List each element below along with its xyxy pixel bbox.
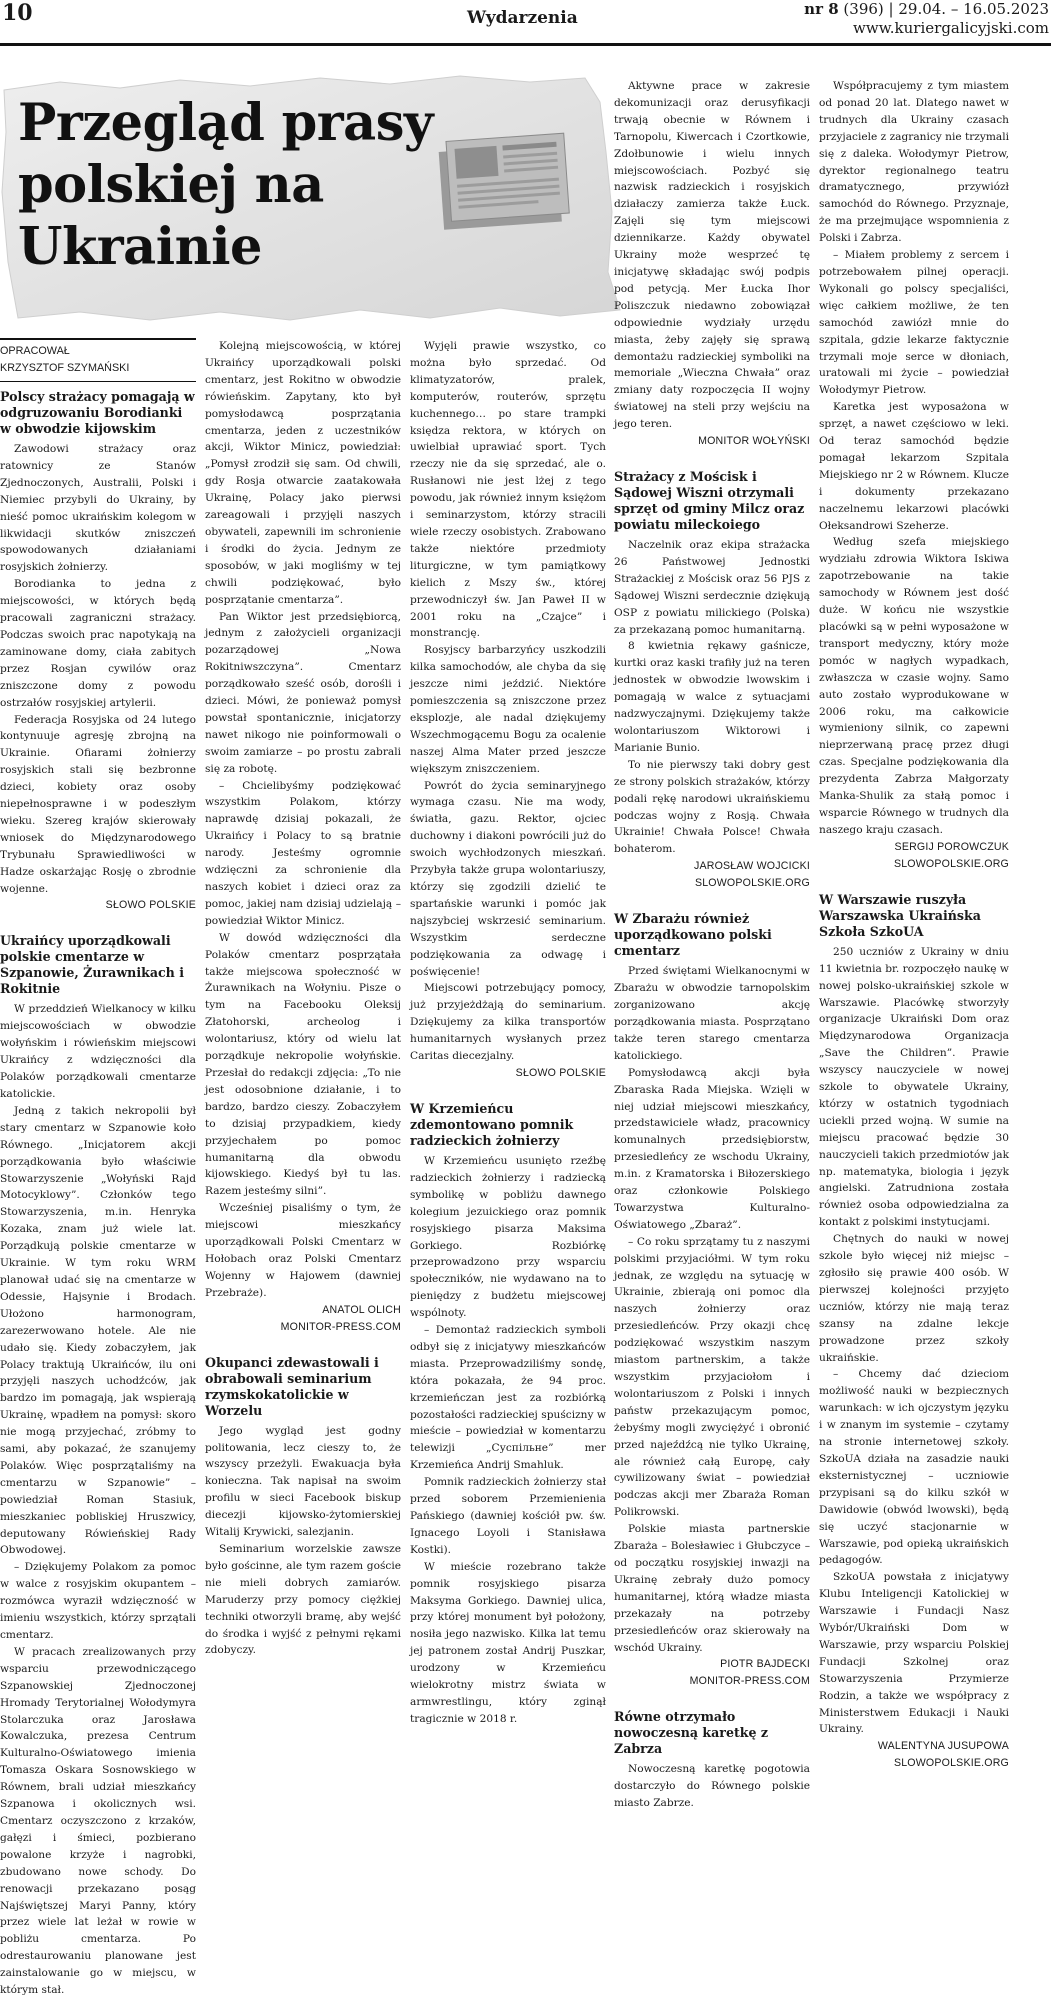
article-source: SŁOWO POLSKIE [105,899,196,912]
article-title: W Krzemieńcu zdemontowano pomnik radzieckich żołnierzy [410,1100,574,1148]
issue-info [804,0,1049,38]
article-source: MONITOR-PRESS.COM [689,1675,810,1688]
header-rule [0,43,1051,46]
credit-block [0,338,196,377]
article-paragraph: Pan Wiktor jest przedsiębiorcą, jednym z założycieli organizacji pozarządowej „Nowa Rokitniwszczyna”. Cmentarz porządkowało sześć osób, dorośli i dzieci. Mówi, że ponieważ pomysł powstał spontanicznie, inicjatorzy nawet nikogo nie poinformowali o swoim zamiarze – po prostu zabrali się za robotę. [205,610,401,775]
article-paragraph: Powrót do życia seminaryjnego wymaga czasu. Nie ma wody, światła, gazu. Rektor, ojciec duchowny i diakoni powrócili już do swoich wychłodzonych mieszkań. Przybyła także grupa wolontariuszy, którzy się zgodzili dzielić te spartańskie warunki i pomóc jak najszybciej wskrzesić seminarium. Wszystkim serdeczne podziękowania za odwagę i poświęcenie! [410,779,606,978]
article-title: Strażacy z Mościsk i Sądowej Wiszni otrzymali sprzęt od gminy Milcz oraz powiatu mileckoiego [614,469,805,533]
article-paragraph: Nowoczesną karetkę pogotowia dostarczyło do Równego polskie miasto Zabrze. [614,1763,810,1810]
article-source: MONITOR-PRESS.COM [280,1320,401,1333]
article-paragraph: To nie pierwszy taki dobry gest ze strony polskich strażaków, którzy podali rękę narodowi ukraińskiemu podczas wojny z Rosją. Chwała Ukrainie! Chwała Polsce! Chwała bohaterom. [614,758,810,856]
article-paragraph: W przeddzień Wielkanocy w kilku miejscowościach w obwodzie wołyńskim i rówieńskim miejscowi Ukraińcy z wdzięczności dla Polaków porządkowali cmentarze katolickie. [0,1003,196,1100]
article-paragraph: Współpracujemy z tym miastem od ponad 20 lat. Dlatego nawet w trudnych dla Ukrainy czasach przyjaciele z zagranicy nie trzymali się z daleka. Wołodymyr Pietrow, dyrektor regionalnego teatru dramatycznego, przywiózł samochód do Równego. Przyznaje, że ma przejmujące wspomnienia z Polski i Zabrza. [819,80,1010,245]
article-title: Okupanci zdewastowali i obrabowali seminarium rzymskokatolickie w Worzelu [205,1354,379,1418]
article-paragraph: Przed świętami Wielkanocnymi w Zbarażu w obwodzie tarnopolskim zorganizowano akcję porządkowania miasta. Posprzątano także teren starego cmentarza katolickiego. [614,965,810,1062]
article-paragraph: Naczelnik oraz ekipa strażacka 26 Państwowej Jednostki Strażackiej z Mościsk oraz 56 PJS z Sądowej Wiszni serdecznie dziękują OSP z powiatu milickiego (Polska) za przekazaną pomoc humanitarną. [614,539,810,636]
credit-divider [0,381,196,382]
article-paragraph: Zawodowi strażacy oraz ratownicy ze Stanów Zjednoczonych, Australii, Polski i Niemiec przybyli do Ukrainy, by nieść pomoc ukraińskim kolegom w likwidacji skutków zniszczeń spowodowanych działaniami rosyjskich żołnierzy. [0,443,196,574]
article-title: Polscy strażacy pomagają w odgruzowaniu Borodianki w obwodzie kijowskim [0,389,195,436]
article-source: SLOWOPOLSKIE.ORG [893,1757,1009,1770]
credit-label: OPRACOWAŁ [0,345,70,357]
article-author: ANATOL OLICH [322,1303,401,1316]
article-source: MONITOR WOŁYŃSKI [698,435,810,448]
article-paragraph: Borodianka to jedna z miejscowości, w których będą pracowali zagraniczni strażacy. Podczas swoich prac napotykają na zaminowane domy, ciała zabitych przez Rosjan cywilów oraz zniszczone domy z powodu ostrzałów rosyjskiej artylerii. [0,578,196,709]
article-paragraph: Pomysłodawcą akcji była Zbaraska Rada Miejska. Wzięli w niej udział miejscowi mieszkańcy, przedstawiciele władz, pracownicy komunalnych przedsiębiorstw, przesiedleńcy ze wschodu Ukrainy, m.in. z Kramatorska i Biłozerskiego oraz członkowie Polskiego Towarzystwa Kulturalno-Oświatowego „Zbaraż”. [614,1066,810,1231]
article-paragraph: Chętnych do nauki w nowej szkole było więcej niż miejsc – zgłosiło się prawie 400 osób. W pierwszej kolejności przyjęto uczniów, którzy nie mają teraz szansy na zdalne lekcje prowadzone przez szkoły ukraińskie. [819,1233,1009,1364]
article-paragraph: 8 kwietnia rękawy gaśnicze, kurtki oraz kaski trafiły już na teren jednostek w obwodzie lwowskim i pomagają w walce z sytuacjami nadzwyczajnymi. Dziękujemy także wolontariuszom Wiktorowi i Marianie Bunio. [614,640,810,754]
article-paragraph: – Demontaż radzieckich symboli odbył się z inicjatywy mieszkańców miasta. Przeprowadziliśmy sondę, która pokazała, że 94 proc. krzemieńczan jest za rozbiórką pozostałości radzieckiej spuścizny w mieście – powiedział w komentarzu telewizji „Суспільне” mer Krzemieńca Andrij Smahluk. [410,1324,606,1472]
issue-total: (396) [843,0,884,18]
article-paragraph: – Chcielibyśmy podziękować wszystkim Polakom, którzy naprawdę dzisiaj pokazali, że Ukraińcy i Polacy to są bratnie narody. Jesteśmy ogromnie wdzięczni za schronienie dla naszych kobiet i dzieci oraz za pomoc, jakiej nam dzisiaj udzielają – powiedział Wiktor Minicz. [205,779,401,927]
article-paragraph: Wcześniej pisaliśmy o tym, że miejscowi mieszkańcy uporządkowali Polski Cmentarz w Hołobach oraz Polski Cmentarz Wojenny w Hajowem (dawniej Przebraże). [205,1202,401,1299]
article-title: Ukraińcy uporządkowali polskie cmentarze w Szpanowie, Żurawnikach i Rokitnie [0,933,184,997]
article-author: SERGIJ POROWCZUK [894,840,1009,853]
column-3 [410,338,606,1728]
newspaper-icon [438,133,570,230]
section-title: Wydarzenia [467,8,578,28]
article-paragraph: Federacja Rosyjska od 24 lutego kontynuuje agresję zbrojną na Ukrainie. Ofiarami żołnierzy rosyjskich stali się bezbronne dzieci, kobiety oraz osoby niepełnosprawne i w podeszłym wieku. Szereg krajów skierowały wniosek do Międzynarodowego Trybunału Sprawiedliwości w Hadze oskarżając Rosję o zbrodnie wojenne. [0,713,196,895]
page-number: 10 [2,0,33,26]
issue-number: nr 8 [804,0,839,18]
article-paragraph: Kolejną miejscowością, w której Ukraińcy uporządkowali polski cmentarz, jest Rokitno w obwodzie rówieńskim. Zapytany, kto był pomysłodawcą posprzątania cmentarza, jeden z uczestników akcji, Wiktor Minicz, powiedział: „Pomysł zrodził się sam. Od chwili, gdy Rosja otwarcie zaatakowała Ukrainę, Polacy jako pierwsi zareagowali i przyjęli naszych obywateli, zapewnili im schronienie i środki do życia. Jednym ze sposobów, w jaki mogliśmy w tej chwili podziękować, było posprzątanie cmentarza”. [205,340,401,606]
article-paragraph: Aktywne prace w zakresie dekomunizacji oraz derusyfikacji trwają obecnie w Równem i Tarnopolu, Kiwercach i Czortkowie, Zdołbunowie i wielu innych miejscowościach. Pozbyć się nazwisk radzieckich i rosyjskich działaczy zamierza także Łuck. Zajęli się tym miejscowi dziennikarze. Każdy obywatel Ukrainy może wesprzeć tę inicjatywę składając swój podpis pod petycją. Mer Łucka Ihor Poliszczuk niedawno zobowiązał odpowiednie wydziały urzędu miasta, żeby zajęły się sprawą demontażu radzieckiej symboliki na memoriale „Wieczna Chwała” oraz zmiany daty rozpoczęcia II wojny światowej na steli przy wejściu na jego teren. [614,80,810,431]
article-paragraph: W Krzemieńcu usunięto rzeźbę radzieckich żołnierzy i radziecką symbolikę w pobliżu dawnego kolegium jezuickiego oraz pomnik rosyjskiego pisarza Maksima Gorkiego. Rozbiórkę przeprowadzono przy wsparciu społeczników, nie wydawano na to pieniędzy z budżetu miejscowej wspólnoty. [410,1154,606,1320]
article-paragraph: Wyjęli prawie wszystko, co można było sprzedać. Od klimatyzatorów, pralek, komputerów, routerów, sprzętu kuchennego… po stare trampki księdza rektora, w których on uwielbiał uprawiać sport. Tych rzeczy nie da się sprzedać, ale o. Rusłanowi nie jest lżej z tego powodu, jak również innym księżom i seminarzystom, którzy stracili wiele rzeczy osobistych. Zrabowano także niektóre przedmioty liturgiczne, w tym pamiątkowy kielich z Mszy św., której przewodniczył św. Jan Paweł II w 2001 roku na „Czajce” i monstrancję. [410,340,606,640]
article-paragraph: W dowód wdzięczności dla Polaków cmentarz posprzątała także miejscowa społeczność w Żurawnikach na Wołyniu. Pisze o tym na Facebooku Oleksij Złatohorski, archeolog i wolontariusz, który od wielu lat porządkuje nekropolie wołyńskie. Przesłał do redakcji zdjęcia: „To nie jest odosobnione działanie, i to bardzo, bardzo cieszy. Zobaczyłem to dzisiaj przypadkiem, kiedy przyjechałem po pomoc humanitarną dla obwodu kijowskiego. Kiedyś był tu las. Razem jesteśmy silni”. [205,931,401,1198]
column-5 [819,78,1009,1772]
article-paragraph: Karetka jest wyposażona w sprzęt, a nawet częściowo w leki. Od teraz samochód będzie pomagał lekarzom Szpitala Miejskiego nr 2 w Równem. Klucze i dokumenty przekazano naczelnemu lekarzowi placówki Ołeksandrowi Szeherze. [819,401,1009,532]
article-author: WALENTYNA JUSUPOWA [877,1740,1009,1753]
article-paragraph: Seminarium worzelskie zawsze było gościnne, ale tym razem goście nie mieli dobrych zamiarów. Maruderzy przy pomocy ciężkiej techniki otworzyli bramę, aby wejść do środka i wyjść z pełnymi rękami zdobyczy. [205,1543,401,1657]
article-author: PIOTR BAJDECKI [720,1658,810,1671]
credit-name: KRZYSZTOF SZYMAŃSKI [0,362,130,374]
article-paragraph: – Miałem problemy z sercem i potrzebowałem pilnej operacji. Wykonali go polscy specjaliści, więc całkiem możliwe, że ten samochód zawiózł mnie do szpitala, gdzie lekarze faktycznie trzymali moje serce w dłoniach, uratowali mi życie – powiedział Wołodymyr Pietrow. [819,249,1009,397]
article-source: SLOWOPOLSKIE.ORG [694,877,810,890]
column-4 [614,78,810,1812]
article-paragraph: – Co roku sprzątamy tu z naszymi polskimi przyjaciółmi. W tym roku jednak, ze względu na sytuację w Ukrainie, zbierają oni pomoc dla naszych żołnierzy oraz przesiedleńców. Przy okazji chcę podziękować wszystkim naszym miastom partnerskim, a także wszystkim przyjaciołom i wolontariuszom z Polski i innych państw przekazującym pomoc, żebyśmy mogli zwyciężyć i obronić przed najeźdźcą nie tylko Ukrainę, ale również całą Europę, cały cywilizowany świat – powiedział podczas akcji mer Zbaraża Roman Polikrowski. [614,1235,810,1519]
article-paragraph: – Dziękujemy Polakom za pomoc w walce z rosyjskim okupantem – rozmówca wyraził wdzięczność w imieniu wszystkich, którzy sprzątali cmentarz. [0,1561,196,1641]
article-paragraph: Miejscowi potrzebujący pomocy, już przyjeżdżają do seminarium. Dziękujemy za kilka transportów humanitarnych wysłanych przez Caritas diecezjalny. [410,982,606,1063]
banner-title: Przegląd prasy polskiej na Ukrainie [18,93,434,277]
article-source: SŁOWO POLSKIE [515,1066,606,1079]
article-title: W Zbarażu również uporządkowano polski cmentarz [614,911,772,959]
issue-dates: | 29.04. – 16.05.2023 [888,0,1049,18]
article-paragraph: SzkoUA powstała z inicjatywy Klubu Inteligencji Katolickiej w Warszawie i Fundacji Nasz Wybór/Ukraiński Dom w Warszawie, przy wsparciu Polskiej Fundacji Szkolnej oraz Stowarzyszenia Przymierze Rodzin, a także we współpracy z Ministerstwem Edukacji i Nauki Ukrainy. [819,1571,1009,1736]
page-header [0,0,1051,46]
article-paragraph: Pomnik radzieckich żołnierzy stał przed soborem Przemienienia Pańskiego (dawniej kościół pw. św. Ignacego Loyoli i Stanisława Kostki). [410,1476,606,1556]
article-title: Równe otrzymało nowoczesną karetkę z Zabrza [614,1709,769,1757]
column-2 [205,338,401,1659]
website-link[interactable]: www.kuriergalicyjski.com [853,19,1049,37]
article-paragraph: Według szefa miejskiego wydziału zdrowia Wiktora Iskiwa zapotrzebowanie na takie samochody w Równem jest dość duże. W końcu nie wszystkie placówki są w pełni wyposażone w transport medyczny, który może pomóc w nagłych wypadkach, zwłaszcza w czasie wojny. Samo auto zostało wyprodukowane w 2006 roku, ma całkowicie wymieniony silnik, co zapewni nieprzerwaną pracę przez długi czas. Specjalne podziękowania dla prezydenta Zabrza Małgorzaty Manka-Shulik za stałą pomoc i wsparcie Równego w trudnych dla naszego kraju czasach. [819,536,1009,836]
article-paragraph: Jedną z takich nekropolii był stary cmentarz w Szpanowie koło Równego. „Inicjatorem akcji porządkowania było właściwie Stowarzyszenie „Wołyński Rajd Motocyklowy”. Członków tego Stowarzyszenia, m.in. Henryka Kozaka, znam już wiele lat. Porządkują polskie cmentarze w Ukrainie. W tym roku WRM planował udać się na cmentarze w Odessie, Hajsynie i Brodach. Ułożono harmonogram, zarezerwowano hotele. Ale nie udało się. Kiedy zobaczyłem, jak Polacy traktują Ukraińców, ilu oni przyjęli naszych uchodźców, jak bardzo im pomagają, jak wspierają Ukrainę, wpadłem na pomysł: skoro nie mogą przyjechać, zróbmy to sami, aby pokazać, że szanujemy Polaków. Więc posprzątaliśmy na cmentarzu w Szpanowie” – powiedział Roman Stasiuk, mieszkaniec pobliskiej Hruszwicy, deputowany Rówieńskiej Rady Obwodowej. [0,1104,196,1557]
section-banner [0,72,626,327]
article-paragraph: Polskie miasta partnerskie Zbaraża – Bolesławiec i Głubczyce – od początku rosyjskiej inwazji na Ukrainę zebrały dużo pomocy humanitarnej, którą władze miasta przekazały na potrzeby przesiedleńców oraz skierowały na wschód Ukrainy. [614,1523,810,1654]
article-title: W Warszawie ruszyła Warszawska Ukraińska Szkoła SzkoUA [819,891,981,939]
article-paragraph: Jego wygląd jest godny politowania, lecz cieszy to, że wszyscy przeżyli. Ewakuacja była konieczna. Tak napisał na swoim profilu w sieci Facebook biskup diecezji kijowsko-żytomierskiej Witalij Krywicki, salezjanin. [205,1424,401,1539]
article-paragraph: Rosyjscy barbarzyńcy uszkodzili kilka samochodów, ale chyba da się jeszcze nimi jeździć. Niektóre pomieszczenia są zniszczone przez eksplozje, ale nadal dziękujemy Wszechmogącemu Bogu za ocalenie naszej Alma Mater przed jeszcze większym zniszczeniem. [410,644,606,775]
article-paragraph: 250 uczniów z Ukrainy w dniu 11 kwietnia br. rozpoczęło naukę w nowej polsko-ukraińskiej szkole w Warszawie. Placówkę stworzyły organizacje Ukraiński Dom oraz Międzynarodowa Organizacja „Save the Children”. Prawie wszyscy nauczyciele w nowej szkole to obywatele Ukrainy, którzy w ostatnich tygodniach uciekli przed wojną. W sumie na miejscu pracować będzie 30 nauczycieli takich przedmiotów jak np. matematyka, biologia i język angielski. Zatrudniona została również osoba odpowiedzialna za kontakt z polskimi instytucjami. [819,945,1009,1229]
column-1 [0,338,196,1999]
article-paragraph: W mieście rozebrano także pomnik rosyjskiego pisarza Maksyma Gorkiego. Dawniej ulica, przy której monument był położony, nosiła jego nazwisko. Kilka lat temu jej patronem został Andrij Puszkar, urodzony w Krzemieńcu wielokrotny mistrz świata w armwrestlingu, który zginął tragicznie w 2018 r. [410,1560,606,1725]
article-author: JAROSŁAW WOJCICKI [693,860,810,873]
article-paragraph: – Chcemy dać dzieciom możliwość nauki w bezpiecznych warunkach: w ich ojczystym języku i w znanym im systemie – czytamy na stronie internetowej szkoły. SzkoUA działa na zasadzie nauki eksternistycznej – uczniowie przypisani są do kilku szkół w Dawidowie (obwód lwowski), będą się uczyć stacjonarnie w Warszawie, pod opieką ukraińskich pedagogów. [819,1368,1009,1567]
article-paragraph: W pracach zrealizowanych przy wsparciu przewodniczącego Szpanowskiej Zjednoczonej Hromady Terytorialnej Wołodymyra Stolarczuka oraz Jarosława Kowalczuka, prezesa Centrum Kulturalno-Oświatowego imienia Tomasza Oskara Sosnowskiego w Równem, brali udział mieszkańcy Szpanowa i okolicznych wsi. Cmentarz oczyszczono z krzaków, gałęzi i śmieci, pozbierano powalone krzyże i nagrobki, zbudowano nowe schody. Do renowacji przekazano posąg Najświętszej Maryi Panny, który przez wiele lat leżał w rowie w pobliżu cmentarza. Po odrestaurowaniu planowane jest zainstalowanie go w miejscu, w którym stał. [0,1645,196,1997]
article-source: SLOWOPOLSKIE.ORG [893,857,1009,870]
